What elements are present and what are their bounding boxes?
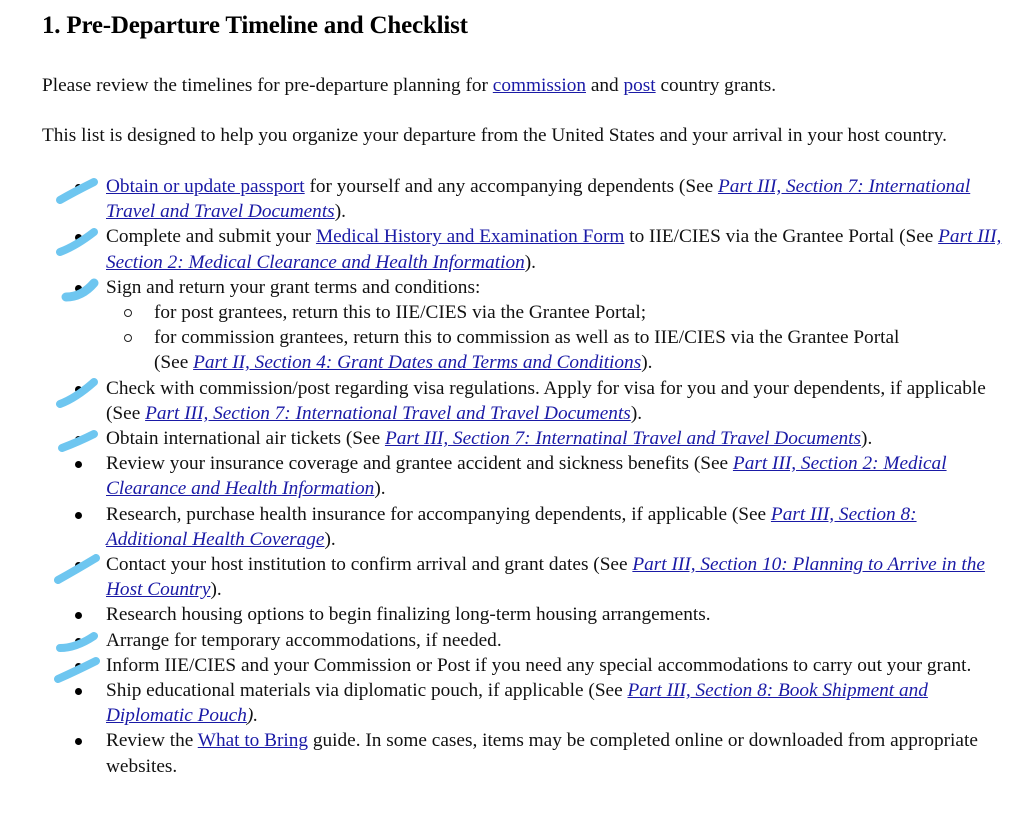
checklist-item-grant-terms	[42, 275, 1002, 376]
item-text: ).	[246, 705, 259, 727]
item-text: ).	[524, 251, 536, 273]
description-paragraph: This list is designed to help you organize your departure from the United States and your arrival in your host country.	[42, 125, 947, 146]
sub-item-text: for post grantees, return this to IIE/CIES via the Grantee Portal;	[154, 302, 647, 324]
item-text: to IIE/CIES via the Grantee Portal (See	[624, 226, 939, 248]
bullet-icon	[75, 638, 82, 645]
checklist-item-passport	[42, 174, 1002, 224]
checklist-item-medical-form	[42, 224, 1002, 274]
sub-item-text: ).	[641, 352, 653, 374]
circle-bullet-icon	[124, 334, 132, 342]
sub-item-text: for commission grantees, return this to commission as well as to IIE/CIES via the Grantee Portal	[154, 327, 900, 349]
bullet-icon	[75, 663, 82, 670]
medical-form-link[interactable]: Medical History and Examination Form	[315, 226, 625, 248]
reference-link[interactable]: Part III, Section 2: Medical Clearance and Health Information	[106, 453, 947, 500]
item-text: ).	[374, 478, 386, 500]
checklist-item-air-tickets	[42, 426, 1002, 451]
checklist-item-visa	[42, 376, 1002, 426]
reference-link[interactable]: Part III, Section 7: International Travel and Travel Documents	[145, 402, 631, 424]
sub-list	[106, 300, 1002, 376]
post-link[interactable]: post	[623, 75, 656, 96]
item-text: ).	[334, 201, 346, 223]
item-text: ).	[861, 428, 873, 450]
page-title: 1. Pre-Departure Timeline and Checklist	[42, 12, 468, 39]
item-text: Complete and submit your	[106, 226, 316, 248]
circle-bullet-icon	[124, 309, 132, 317]
item-text: ).	[210, 579, 222, 601]
reference-link[interactable]: Part II, Section 4: Grant Dates and Terms and Conditions	[193, 352, 642, 374]
item-text: Review your insurance coverage and grantee accident and sickness benefits (See	[106, 453, 733, 475]
bullet-icon	[75, 461, 82, 468]
item-text: Inform IIE/CIES and your Commission or Post if you need any special accommodations to carry out your grant.	[106, 654, 972, 676]
checklist-item-what-to-bring	[42, 728, 1002, 778]
item-text: Arrange for temporary accommodations, if needed.	[106, 629, 502, 651]
checklist-item-host-institution	[42, 552, 1002, 602]
item-text: Ship educational materials via diplomatic pouch, if applicable (See	[106, 680, 628, 702]
item-text: Obtain international air tickets (See	[106, 428, 385, 450]
bullet-icon	[75, 436, 82, 443]
intro-paragraph	[42, 74, 987, 99]
checklist-item-temporary-accommodations	[42, 628, 1002, 653]
bullet-icon	[75, 688, 82, 695]
passport-link[interactable]: Obtain or update passport	[106, 176, 305, 197]
checklist-item-insurance	[42, 451, 1002, 501]
item-text: guide. In some cases, items may be completed online or downloaded from appropriate websites.	[106, 730, 978, 777]
reference-link[interactable]: Part III, Section 10: Planning to Arrive in the Host Country	[106, 554, 985, 601]
reference-link[interactable]: Part III, Section 7: Internatinal Travel and Travel Documents	[384, 428, 862, 450]
bullet-icon	[75, 234, 82, 241]
bullet-icon	[75, 386, 82, 393]
bullet-icon	[75, 562, 82, 569]
item-text: for yourself and any accompanying dependents (See	[304, 176, 719, 197]
checkmark-annotation-icon	[54, 226, 114, 256]
checkmark-annotation-icon	[54, 378, 114, 408]
pre-departure-checklist	[42, 174, 1002, 779]
bullet-icon	[75, 612, 82, 619]
item-text: ).	[630, 402, 643, 424]
bullet-icon	[75, 285, 82, 292]
item-text: Review the	[106, 730, 198, 752]
reference-link[interactable]: Part III, Section 8: Additional Health Coverage	[106, 503, 917, 550]
bullet-icon	[75, 512, 82, 519]
item-text: Contact your host institution to confirm arrival and grant dates (See	[106, 554, 633, 576]
bullet-icon	[75, 738, 82, 745]
checklist-item-dependent-insurance	[42, 502, 1002, 552]
item-text: Sign and return your grant terms and conditions:	[106, 276, 481, 298]
item-text: Research, purchase health insurance for accompanying dependents, if applicable (See	[106, 503, 771, 525]
sub-item	[106, 325, 1002, 375]
what-to-bring-link[interactable]: What to Bring	[197, 730, 309, 752]
item-text: ).	[324, 528, 336, 550]
checkmark-annotation-icon	[54, 176, 114, 206]
bullet-icon	[75, 184, 82, 191]
item-text: Research housing options to begin finalizing long-term housing arrangements.	[106, 604, 711, 626]
item-text: Check with commission/post regarding visa regulations. Apply for visa for you and your dependents, if applicable (See	[106, 377, 986, 424]
checklist-item-special-accommodations	[42, 653, 1002, 678]
checklist-item-housing	[42, 602, 1002, 627]
checklist-item-ship-materials	[42, 678, 1002, 728]
checkmark-annotation-icon	[54, 277, 114, 307]
sub-item-text: (See	[154, 352, 194, 374]
commission-link[interactable]: commission	[492, 75, 586, 96]
reference-link[interactable]: Part III, Section 8: Book Shipment and Diplomatic Pouch	[106, 680, 928, 727]
intro-text: and	[586, 75, 624, 96]
checkmark-annotation-icon	[54, 554, 114, 584]
intro-text: Please review the timelines for pre-departure planning for	[42, 75, 493, 96]
reference-link[interactable]: Part III, Section 2: Medical Clearance and Health Information	[106, 226, 1002, 273]
reference-link[interactable]: Part III, Section 7: International Travel and Travel Documents	[106, 176, 971, 223]
sub-item	[106, 300, 1002, 325]
intro-text: country grants.	[655, 75, 777, 96]
